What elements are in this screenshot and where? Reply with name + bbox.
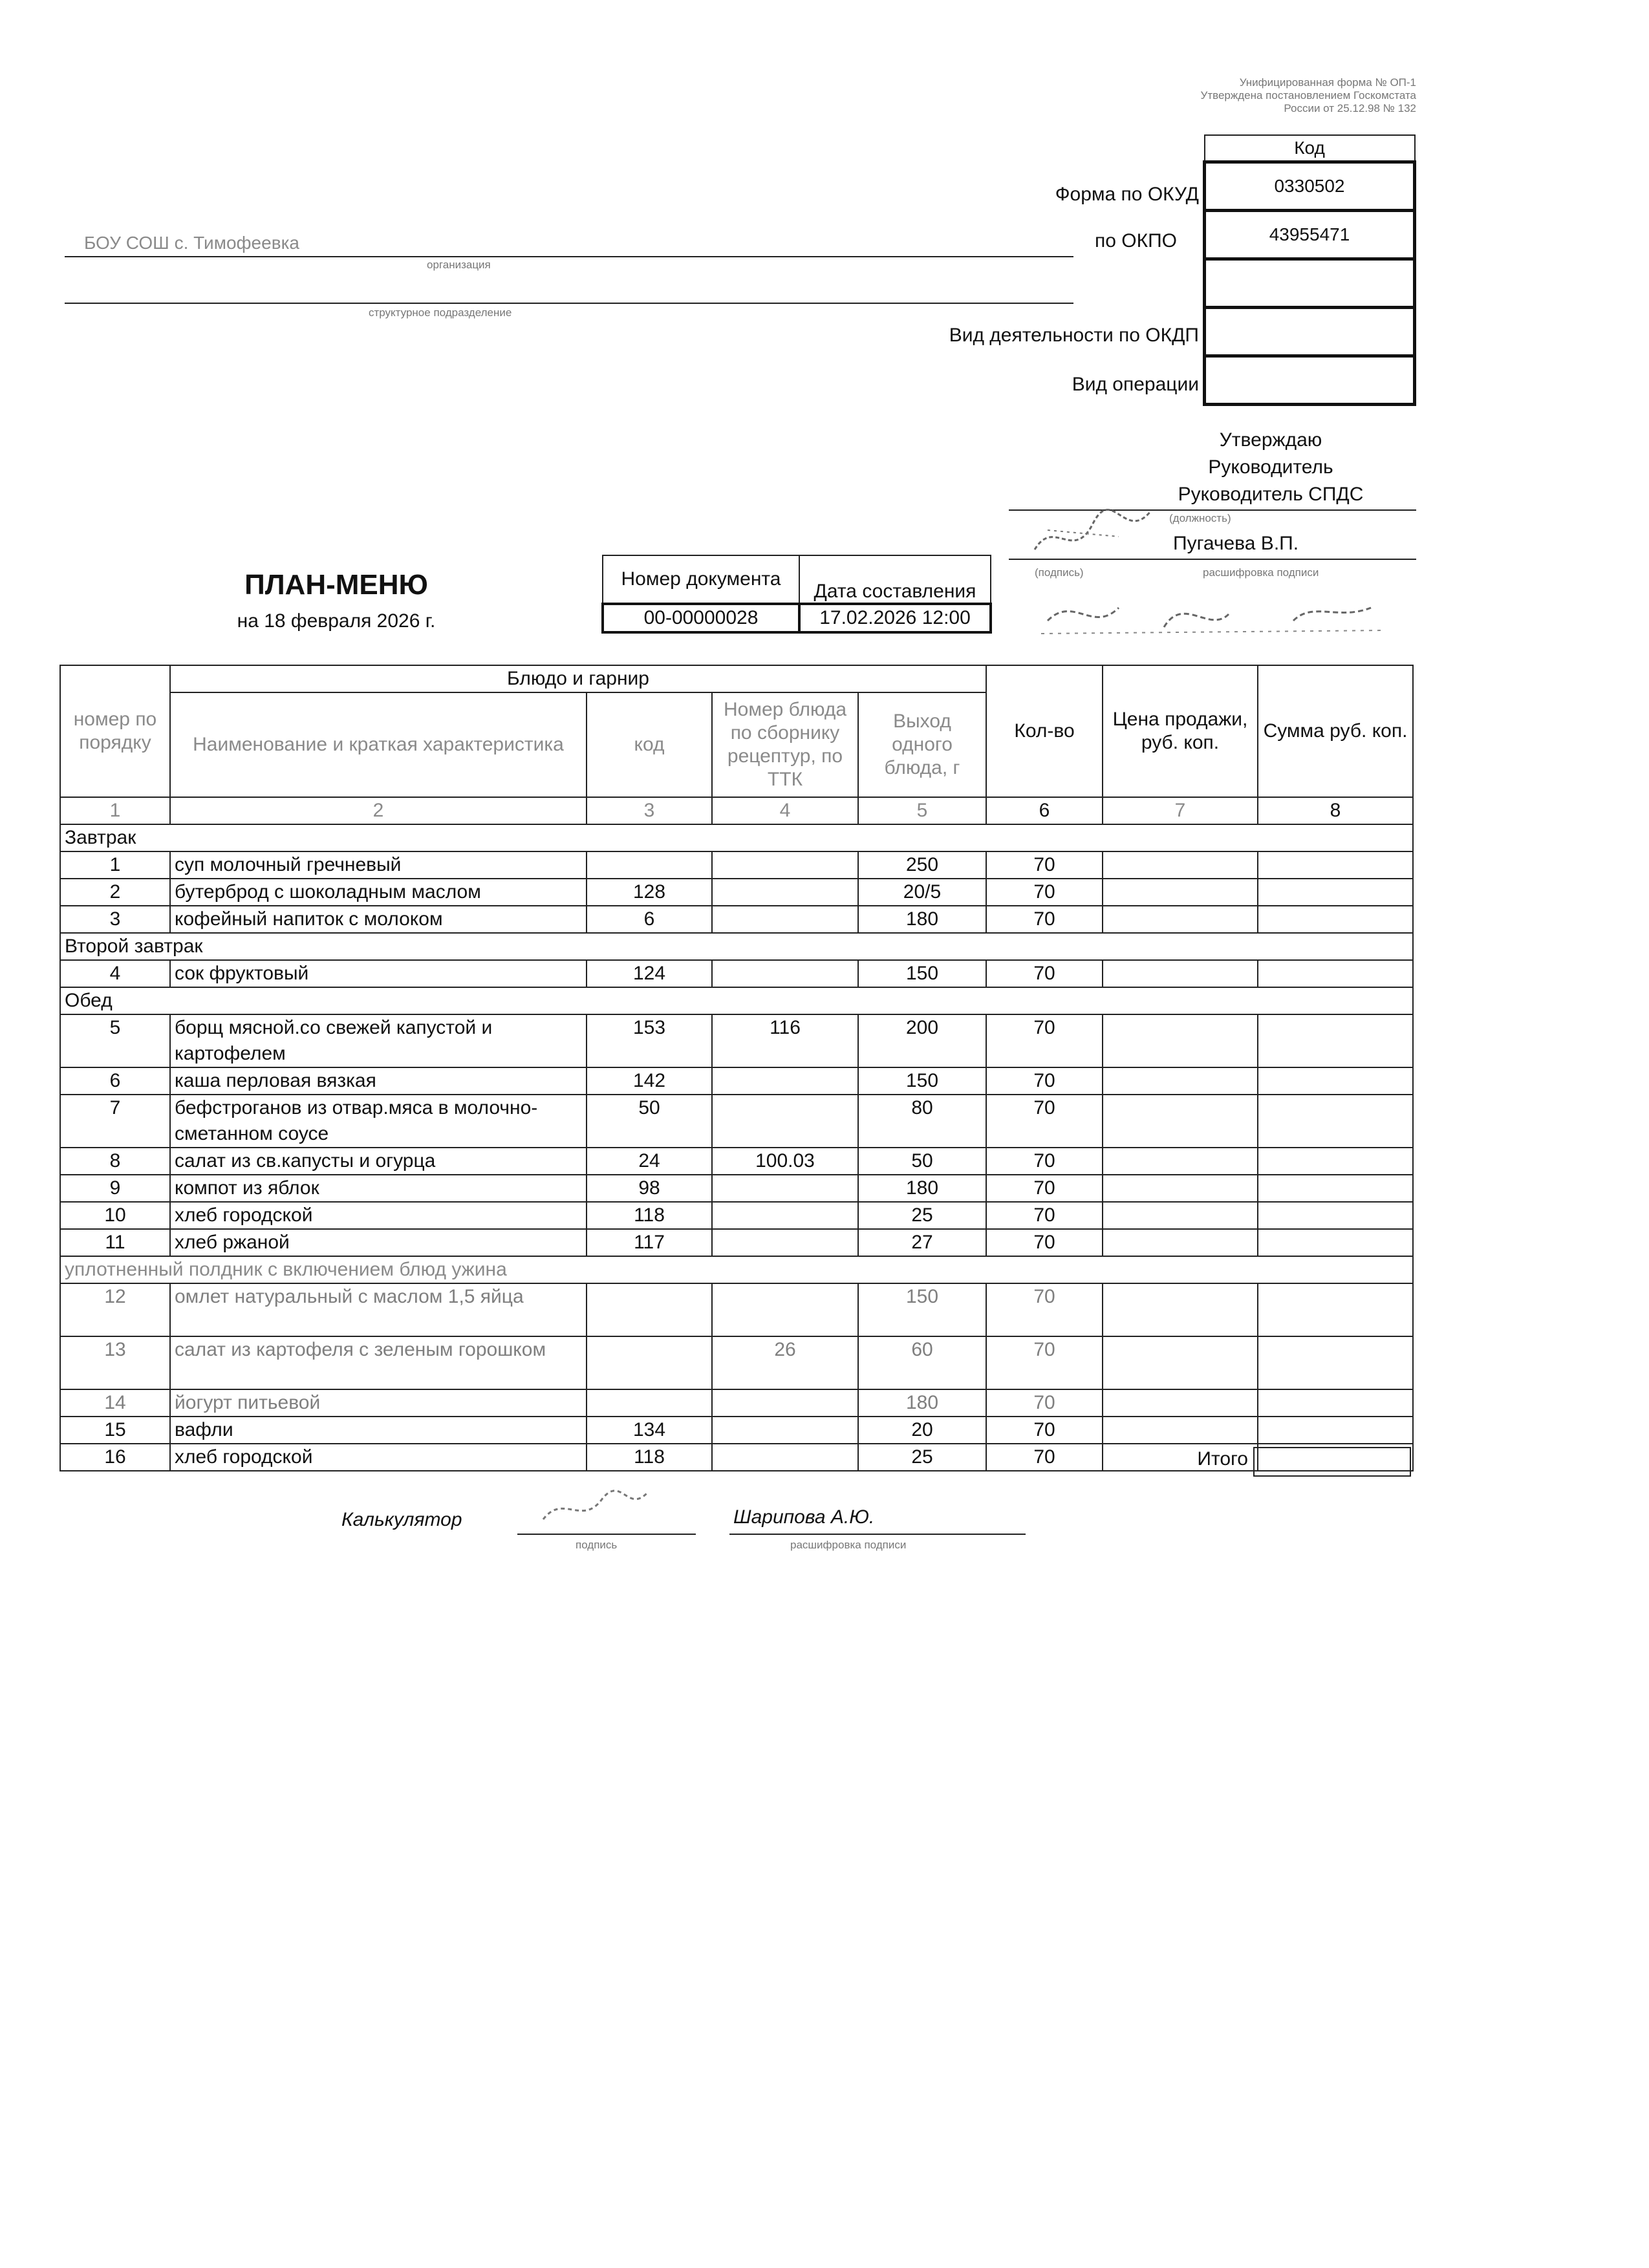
cell-price	[1103, 1229, 1258, 1256]
cell-yield: 80	[858, 1095, 986, 1148]
cell-code: 128	[587, 879, 712, 906]
cell-code: 142	[587, 1067, 712, 1095]
cell-price	[1103, 1283, 1258, 1336]
cell-code: 98	[587, 1175, 712, 1202]
cell-qty: 70	[986, 1202, 1103, 1229]
cell-code	[587, 1283, 712, 1336]
code-box	[1203, 134, 1416, 406]
col-number: 4	[712, 797, 858, 824]
header-name: Наименование и краткая характеристика	[170, 692, 587, 797]
form-note-line1: Унифицированная форма № ОП-1	[1239, 76, 1416, 89]
cell-yield: 150	[858, 1283, 986, 1336]
section-row	[60, 933, 1413, 960]
cell-recipe: 100.03	[712, 1148, 858, 1175]
cell-name: кофейный напиток с молоком	[170, 906, 587, 933]
cell-qty: 70	[986, 1336, 1103, 1389]
cell-name: вафли	[170, 1417, 587, 1444]
cell-name: каша перловая вязкая	[170, 1067, 587, 1095]
cell-yield: 50	[858, 1148, 986, 1175]
calculator-label: Калькулятор	[341, 1509, 462, 1530]
header-order: номер по порядку	[60, 665, 170, 797]
cell-name: хлеб ржаной	[170, 1229, 587, 1256]
table-row	[60, 1148, 1413, 1175]
cell-recipe	[712, 851, 858, 879]
calculator-name-caption: расшифровка подписи	[790, 1539, 907, 1551]
cell-price	[1103, 1389, 1258, 1417]
approval-handwritten-signature	[1035, 582, 1397, 647]
cell-n: 12	[60, 1283, 170, 1336]
cell-yield: 150	[858, 1067, 986, 1095]
cell-code: 124	[587, 960, 712, 987]
cell-sum	[1258, 1148, 1413, 1175]
cell-n: 3	[60, 906, 170, 933]
table-row	[60, 1202, 1413, 1229]
cell-recipe	[712, 1444, 858, 1471]
cell-qty: 70	[986, 1014, 1103, 1067]
cell-n: 11	[60, 1229, 170, 1256]
okdp-label: Вид деятельности по ОКДП	[949, 325, 1199, 346]
cell-price	[1103, 1067, 1258, 1095]
col-number: 8	[1258, 797, 1413, 824]
cell-yield: 25	[858, 1202, 986, 1229]
organization-name: БОУ СОШ с. Тимофеевка	[84, 233, 300, 253]
cell-qty: 70	[986, 1095, 1103, 1148]
cell-n: 8	[60, 1148, 170, 1175]
cell-qty: 70	[986, 1175, 1103, 1202]
calculator-sign-caption: подпись	[576, 1539, 618, 1551]
approval-position: Руководитель СПДС	[1178, 484, 1364, 505]
cell-yield: 180	[858, 1175, 986, 1202]
code-header: Код	[1205, 135, 1415, 162]
cell-qty: 70	[986, 851, 1103, 879]
header-recipe: Номер блюда по сборнику рецептур, по ТТК	[712, 692, 858, 797]
cell-sum	[1258, 1389, 1413, 1417]
cell-sum	[1258, 1202, 1413, 1229]
cell-code: 6	[587, 906, 712, 933]
table-row	[60, 1229, 1413, 1256]
cell-qty: 70	[986, 960, 1103, 987]
table-row	[60, 1014, 1413, 1067]
okpo-label: по ОКПО	[1095, 230, 1177, 251]
cell-name: йогурт питьевой	[170, 1389, 587, 1417]
cell-price	[1103, 1148, 1258, 1175]
table-row	[60, 1067, 1413, 1095]
cell-name: хлеб городской	[170, 1202, 587, 1229]
cell-qty: 70	[986, 1283, 1103, 1336]
operation-value	[1205, 356, 1415, 405]
approval-name-caption: расшифровка подписи	[1203, 566, 1319, 579]
code-empty-1	[1205, 259, 1415, 308]
cell-recipe	[712, 906, 858, 933]
cell-yield: 200	[858, 1014, 986, 1067]
cell-code	[587, 1336, 712, 1389]
cell-recipe	[712, 1283, 858, 1336]
cell-qty: 70	[986, 1389, 1103, 1417]
cell-n: 5	[60, 1014, 170, 1067]
table-row	[60, 851, 1413, 879]
cell-n: 13	[60, 1336, 170, 1389]
cell-yield: 180	[858, 906, 986, 933]
cell-sum	[1258, 851, 1413, 879]
cell-code: 118	[587, 1444, 712, 1471]
column-numbers-row	[60, 797, 1413, 824]
cell-n: 1	[60, 851, 170, 879]
cell-qty: 70	[986, 1067, 1103, 1095]
cell-yield: 180	[858, 1389, 986, 1417]
approval-sign-caption: (подпись)	[1035, 566, 1084, 579]
form-note	[1112, 76, 1416, 115]
cell-qty: 70	[986, 1444, 1103, 1471]
cell-sum	[1258, 879, 1413, 906]
col-number: 5	[858, 797, 986, 824]
cell-recipe	[712, 1417, 858, 1444]
cell-qty: 70	[986, 1229, 1103, 1256]
okdp-value	[1205, 308, 1415, 356]
form-note-line3: России от 25.12.98 № 132	[1284, 102, 1416, 114]
document-date-line: на 18 февраля 2026 г.	[237, 610, 436, 632]
calculator-name-line	[729, 1534, 1026, 1535]
header-yield: Выход одного блюда, г	[858, 692, 986, 797]
cell-sum	[1258, 1067, 1413, 1095]
cell-qty: 70	[986, 879, 1103, 906]
cell-yield: 27	[858, 1229, 986, 1256]
cell-price	[1103, 906, 1258, 933]
cell-yield: 60	[858, 1336, 986, 1389]
cell-code: 134	[587, 1417, 712, 1444]
document-number: 00-00000028	[603, 604, 799, 632]
table-row	[60, 1283, 1413, 1336]
cell-price	[1103, 1175, 1258, 1202]
section-title: Обед	[60, 987, 1413, 1014]
cell-yield: 20/5	[858, 879, 986, 906]
calculator-sign-line	[517, 1534, 696, 1535]
okud-label: Форма по ОКУД	[1055, 184, 1199, 205]
cell-sum	[1258, 1095, 1413, 1148]
total-value-cell	[1253, 1447, 1411, 1477]
cell-name: борщ мясной.со свежей капустой и картофелем	[170, 1014, 587, 1067]
cell-sum	[1258, 1283, 1413, 1336]
menu-table	[59, 665, 1414, 1471]
okpo-value: 43955471	[1205, 211, 1415, 259]
table-row	[60, 1389, 1413, 1417]
cell-name: сок фруктовый	[170, 960, 587, 987]
cell-price	[1103, 851, 1258, 879]
operation-label: Вид операции	[1072, 374, 1199, 395]
section-row	[60, 1256, 1413, 1283]
cell-qty: 70	[986, 1148, 1103, 1175]
cell-n: 4	[60, 960, 170, 987]
document-title: ПЛАН-МЕНЮ	[244, 569, 428, 601]
cell-qty: 70	[986, 906, 1103, 933]
okud-value: 0330502	[1205, 162, 1415, 211]
cell-recipe	[712, 1095, 858, 1148]
approval-position-caption: (должность)	[1169, 512, 1231, 524]
cell-name: бефстроганов из отвар.мяса в молочно-сметанном соусе	[170, 1095, 587, 1148]
document-date-header: Дата составления	[799, 555, 991, 604]
cell-code: 117	[587, 1229, 712, 1256]
cell-recipe	[712, 1389, 858, 1417]
cell-recipe	[712, 1175, 858, 1202]
cell-price	[1103, 1417, 1258, 1444]
cell-recipe: 26	[712, 1336, 858, 1389]
section-title: уплотненный полдник с включением блюд ужина	[60, 1256, 1413, 1283]
cell-yield: 20	[858, 1417, 986, 1444]
cell-recipe	[712, 1067, 858, 1095]
approval-signature-stamp	[1022, 491, 1164, 569]
table-row	[60, 960, 1413, 987]
cell-sum	[1258, 1175, 1413, 1202]
cell-sum	[1258, 1336, 1413, 1389]
cell-n: 2	[60, 879, 170, 906]
cell-code: 24	[587, 1148, 712, 1175]
approval-name: Пугачева В.П.	[1173, 533, 1299, 554]
cell-price	[1103, 1014, 1258, 1067]
table-row	[60, 1417, 1413, 1444]
cell-n: 15	[60, 1417, 170, 1444]
col-number: 1	[60, 797, 170, 824]
cell-sum	[1258, 1014, 1413, 1067]
cell-price	[1103, 960, 1258, 987]
cell-name: бутерброд с шоколадным маслом	[170, 879, 587, 906]
cell-qty: 70	[986, 1417, 1103, 1444]
cell-code: 153	[587, 1014, 712, 1067]
cell-sum	[1258, 1229, 1413, 1256]
section-row	[60, 987, 1413, 1014]
division-caption: структурное подразделение	[369, 306, 512, 319]
col-number: 3	[587, 797, 712, 824]
cell-sum	[1258, 906, 1413, 933]
document-date: 17.02.2026 12:00	[799, 604, 991, 632]
col-number: 2	[170, 797, 587, 824]
header-price: Цена продажи, руб. коп.	[1103, 665, 1258, 797]
table-row	[60, 1175, 1413, 1202]
section-title: Завтрак	[60, 824, 1413, 851]
cell-code: 118	[587, 1202, 712, 1229]
cell-name: хлеб городской	[170, 1444, 587, 1471]
cell-price	[1103, 1095, 1258, 1148]
cell-yield: 150	[858, 960, 986, 987]
cell-yield: 25	[858, 1444, 986, 1471]
cell-price	[1103, 1336, 1258, 1389]
approval-role: Руководитель	[1208, 456, 1333, 478]
cell-recipe	[712, 1229, 858, 1256]
cell-name: омлет натуральный с маслом 1,5 яйца	[170, 1283, 587, 1336]
document-number-box	[601, 555, 992, 634]
cell-sum	[1258, 960, 1413, 987]
cell-code	[587, 1389, 712, 1417]
division-line	[65, 303, 1073, 304]
table-row	[60, 1095, 1413, 1148]
header-sum: Сумма руб. коп.	[1258, 665, 1413, 797]
document-number-header: Номер документа	[603, 555, 799, 604]
section-row	[60, 824, 1413, 851]
cell-code	[587, 851, 712, 879]
header-group: Блюдо и гарнир	[170, 665, 986, 692]
cell-price	[1103, 879, 1258, 906]
cell-name: компот из яблок	[170, 1175, 587, 1202]
cell-sum	[1258, 1417, 1413, 1444]
approval-title: Утверждаю	[1219, 429, 1322, 451]
table-row	[60, 879, 1413, 906]
cell-recipe	[712, 1202, 858, 1229]
cell-code: 50	[587, 1095, 712, 1148]
cell-name: суп молочный гречневый	[170, 851, 587, 879]
cell-name: салат из картофеля с зеленым горошком	[170, 1336, 587, 1389]
organization-line	[65, 256, 1073, 257]
table-row	[60, 906, 1413, 933]
header-qty: Кол-во	[986, 665, 1103, 797]
organization-caption: организация	[427, 259, 491, 271]
col-number: 7	[1103, 797, 1258, 824]
total-label: Итого	[1197, 1448, 1248, 1470]
calculator-name: Шарипова А.Ю.	[733, 1506, 875, 1528]
form-note-line2: Утверждена постановлением Госкомстата	[1200, 89, 1416, 102]
cell-n: 10	[60, 1202, 170, 1229]
table-row	[60, 1336, 1413, 1389]
cell-n: 9	[60, 1175, 170, 1202]
cell-n: 7	[60, 1095, 170, 1148]
cell-price	[1103, 1202, 1258, 1229]
col-number: 6	[986, 797, 1103, 824]
cell-n: 6	[60, 1067, 170, 1095]
cell-n: 14	[60, 1389, 170, 1417]
cell-yield: 250	[858, 851, 986, 879]
section-title: Второй завтрак	[60, 933, 1413, 960]
cell-recipe	[712, 960, 858, 987]
calculator-signature	[530, 1481, 660, 1532]
header-code: код	[587, 692, 712, 797]
cell-recipe	[712, 879, 858, 906]
cell-name: салат из св.капусты и огурца	[170, 1148, 587, 1175]
cell-recipe: 116	[712, 1014, 858, 1067]
cell-n: 16	[60, 1444, 170, 1471]
